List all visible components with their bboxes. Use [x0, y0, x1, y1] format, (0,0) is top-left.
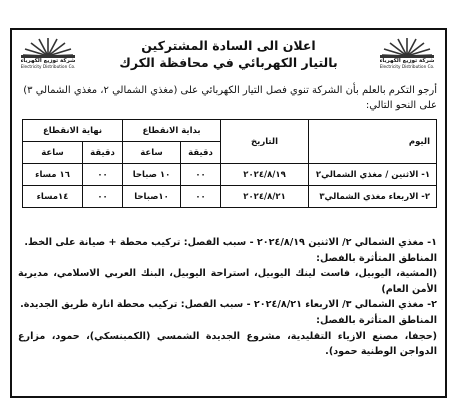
logo-name-en: Electricity Distribution Co. [20, 64, 76, 69]
sunburst-logo-icon [380, 36, 434, 58]
note-affected-areas-2: (حجفا، مصنع الازياء التقليدية، مشروع الجديدة الشمسي (الكمبنسكي)، حمود، مزارع الدواجن الوطنية حمود). [18, 330, 437, 358]
logo-name-ar: شركة توزيع الكهرباء [20, 58, 76, 64]
note-affected-heading-2: المناطق المتأثرة بالفصل: [316, 314, 437, 326]
header-start-minute: دقيقة [181, 142, 221, 164]
title-line-1: اعلان الى السادة المشتركين [141, 38, 316, 53]
row-end-minute: ٠٠ [83, 164, 123, 186]
header-start: بداية الانقطاع [123, 120, 221, 142]
row-date: ٢٠٢٤/٨/١٩ [221, 164, 309, 186]
table-row [23, 164, 437, 186]
outage-schedule-table [22, 119, 437, 208]
row-day: ٢- الاربعاء مغذي الشمالي٣ [309, 186, 437, 208]
logo-name-ar: شركة توزيع الكهرباء [379, 58, 435, 64]
announcement-title [92, 37, 365, 71]
row-end-hour: ١٦ مساء [23, 164, 83, 186]
note-feeder-3: ٢- مغذي الشمالي ٣/ الاربعاء ٢٠٢٤/٨/٢١ - سبب الفصل: تركيب محطة انارة طريق الجديدة. [20, 299, 437, 311]
table-row [23, 186, 437, 208]
note-affected-heading-1: المناطق المتأثرة بالفصل: [316, 252, 437, 264]
title-line-2: بالتيار الكهربائي في محافظة الكرك [119, 55, 338, 70]
header-end: نهاية الانقطاع [23, 120, 123, 142]
note-feeder-2: ١- مغذي الشمالي ٢/ الاثنين ٢٠٢٤/٨/١٩ - سبب الفصل: تركيب محطة + صيانة على الخط. [24, 237, 437, 248]
notes-section [18, 235, 437, 360]
header-day: اليوم [309, 120, 437, 164]
row-date: ٢٠٢٤/٨/٢١ [221, 186, 309, 208]
row-start-hour: ١٠ صباحا [123, 164, 181, 186]
table-header-row [23, 120, 437, 142]
announcement-page [10, 28, 447, 398]
header-start-hour: ساعة [123, 142, 181, 164]
row-end-hour: ١٤مساء [23, 186, 83, 208]
header-end-hour: ساعة [23, 142, 83, 164]
header-end-minute: دقيقة [83, 142, 123, 164]
sunburst-logo-icon [21, 36, 75, 58]
row-end-minute: ٠٠ [83, 186, 123, 208]
row-start-hour: ١٠صباحا [123, 186, 181, 208]
logo-name-en: Electricity Distribution Co. [379, 64, 435, 69]
row-start-minute: ٠٠ [181, 186, 221, 208]
company-logo-right [377, 36, 437, 72]
note-affected-areas-1: (المشية، اليوبيل، فاست لينك اليوبيل، استراحة اليوبيل، البنك العربي الاسلامي، مديرية الأمن العام) [18, 268, 437, 295]
intro-paragraph: أرجو التكرم بالعلم بأن الشركة تنوي فصل التيار الكهربائي على (مغذي الشمالي ٢، مغذي الشمالي ٣) على النحو التالي: [23, 85, 437, 111]
company-logo-left [18, 36, 78, 72]
row-day: ١- الاثنين / مغذي الشمالي٢ [309, 164, 437, 186]
row-start-minute: ٠٠ [181, 164, 221, 186]
header-date: التاريخ [221, 120, 309, 164]
